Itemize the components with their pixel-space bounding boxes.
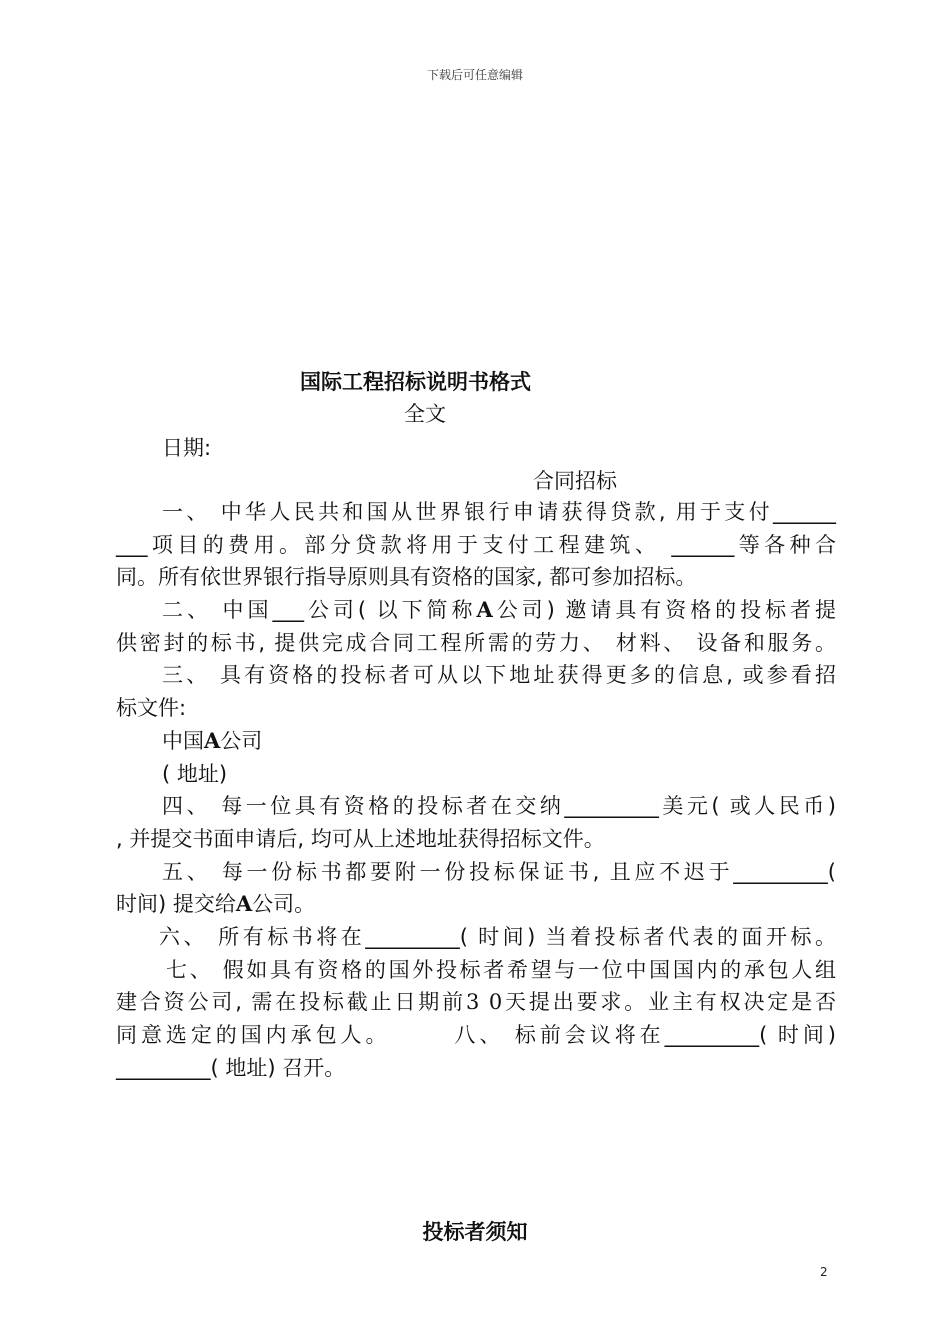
paragraph-5-line-1: 五、 每一份标书都要附一份投标保证书, 且应不迟于_________( [162,859,836,884]
paragraph-2-line-2: 供密封的标书, 提供完成合同工程所需的劳力、 材料、 设备和服务。 [116,630,836,655]
paragraph-2-text-a: 二、 中国___公司( 以下简称 [162,598,477,623]
date-label: 日期: [162,436,212,460]
address-company-text-b: 公司 [220,728,263,753]
document-title: 国际工程招标说明书格式 [300,370,531,394]
company-letter: A [204,727,221,753]
address-label: ( 地址) [162,761,228,786]
address-company [116,725,836,758]
paragraph-1-line-2: ___项目的费用。部分贷款将用于支付工程建筑、 ______等各种合 [116,532,836,557]
paragraph-7-text-c: 同意选定的国内承包人。 [116,1023,391,1047]
header-note: 下载后可任意编辑 [426,68,523,82]
company-letter: A [476,597,493,623]
paragraph-4-line-1: 四、 每一位具有资格的投标者在交纳_________美元( 或人民币) [162,794,836,819]
paragraph-8-text: 八、 标前会议将在_________( 时间) [450,1023,836,1047]
paragraph-6-line-1: 六、 所有标书将在_________( 时间) 当着投标者代表的面开标。 [159,924,836,949]
paragraph-2-line-1 [116,594,836,627]
paragraph-5-text-a: 时间) 提交给 [116,892,236,917]
paragraph-7-line-1: 七、 假如具有资格的国外投标者希望与一位中国国内的承包人组 [166,957,836,982]
paragraph-7-text-a: 建合资公司, 需在投标截止日期前 [116,990,466,1015]
paragraph-7-text-b: 天提出要求。业主有权决定是否 [502,990,836,1015]
address-company-text-a: 中国 [162,728,204,753]
paragraph-2-text-b: 公司) 邀请具有资格的投标者提 [492,598,837,623]
paragraph-1-line-3: 同。所有依世界银行指导原则具有资格的国家, 都可参加招标。 [116,565,697,590]
paragraph-3-line-2: 标文件: [116,696,187,721]
paragraph-5-text-b: 公司。 [252,892,316,917]
company-letter: A [235,891,253,917]
body-text [116,496,836,1084]
contract-heading: 合同招标 [533,469,617,493]
days-value: 3 0 [465,990,503,1015]
document-subtitle: 全文 [404,402,446,426]
paragraph-7-line-3 [116,1019,836,1052]
page-number: 2 [820,1265,828,1279]
paragraph-7-line-2 [116,986,836,1019]
paragraph-3-line-1: 三、 具有资格的投标者可从以下地址获得更多的信息, 或参看招 [162,663,836,688]
paragraph-5-line-2 [116,888,836,921]
paragraph-1-line-1: 一、 中华人民共和国从世界银行申请获得贷款, 用于支付______ [162,500,836,524]
paragraph-4-line-2: , 并提交书面申请后, 均可从上述地址获得招标文件。 [116,826,605,851]
section-heading: 投标者须知 [422,1220,528,1244]
paragraph-8-line-2: _________( 地址) 召开。 [116,1055,346,1080]
